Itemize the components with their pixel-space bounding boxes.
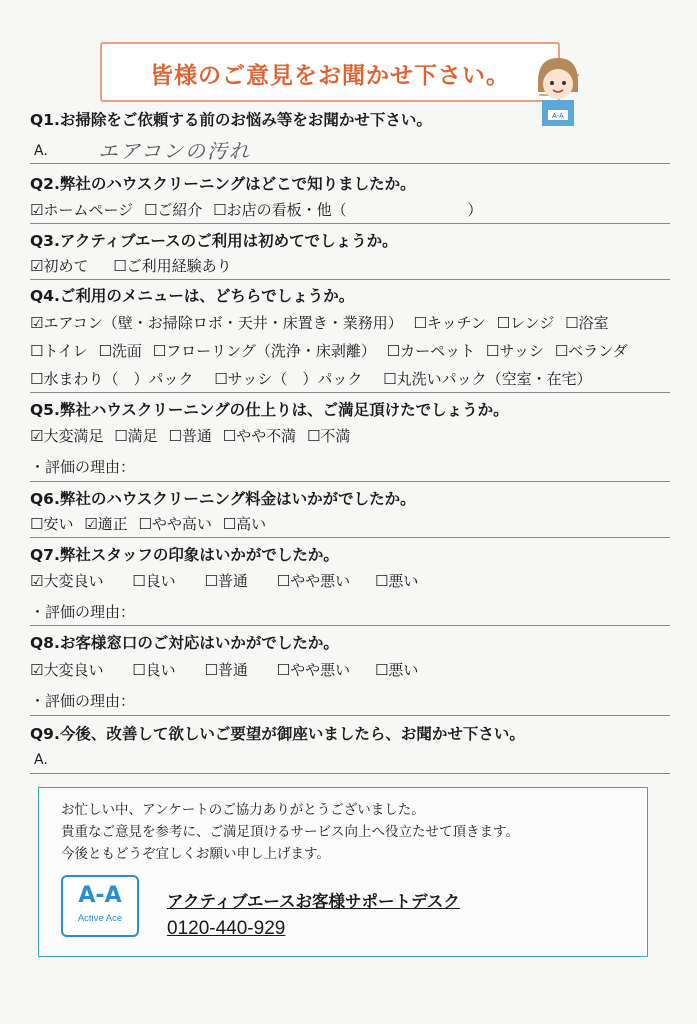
q7-reason-label: ・評価の理由： [30,603,136,621]
q1-question: Q1.お掃除をご依頼する前のお悩み等をお聞かせ下さい。 [30,111,432,129]
page-title: 皆様のご意見をお聞かせ下さい。 [150,63,510,89]
q2-close-paren: ） [467,201,483,219]
q6-options [30,513,272,534]
q4-option[interactable]: ☑エアコン（壁・お掃除ロボ・天井・床置き・業務用） [30,314,403,332]
q4-option[interactable]: ☐キッチン [413,314,486,332]
q4-options-line3 [30,368,598,389]
q7-question: Q7.弊社スタッフの印象はいかがでしたか。 [30,546,339,564]
q8-option[interactable]: ☐やや悪い [276,661,351,679]
q4-question: Q4.ご利用のメニューは、どちらでしょうか。 [30,287,355,305]
q7-option[interactable]: ☐やや悪い [276,572,351,590]
q7-option[interactable]: ☑大変良い [30,572,104,590]
q8-option[interactable]: ☐悪い [374,661,419,679]
thanks-line-1: お忙しい中、アンケートのご協力ありがとうございました。 [61,802,425,818]
mascot-icon [530,52,584,128]
q3-option[interactable]: ☑初めて [30,257,89,275]
thanks-line-3: 今後ともどうぞ宜しくお願い申し上げます。 [61,846,330,862]
q4-option[interactable]: ☐サッシ（ ）パック [214,370,363,388]
q2-options [30,199,488,220]
q8-question: Q8.お客様窓口のご対応はいかがでしたか。 [30,634,339,652]
mascot-badge: A-A [552,113,564,120]
title-banner [100,42,560,102]
q5-reason-label: ・評価の理由： [30,458,136,476]
thank-you-box [38,787,648,957]
q4-options-line2 [30,340,634,361]
active-ace-logo [61,875,139,937]
q6-question: Q6.弊社のハウスクリーニング料金はいかがでしたか。 [30,490,416,508]
q2-option[interactable]: ☐ご紹介 [143,201,203,219]
q5-options [30,425,356,446]
q8-option[interactable]: ☑大変良い [30,661,104,679]
q5-question: Q5.弊社ハウスクリーニングの仕上りは、ご満足頂けたでしょうか。 [30,401,509,419]
q2-question: Q2.弊社のハウスクリーニングはどこで知りましたか。 [30,175,416,193]
q8-options [30,659,424,680]
divider [30,715,670,716]
divider [30,481,670,482]
q6-option[interactable]: ☐安い [30,515,74,533]
q3-options [30,255,238,276]
q5-option[interactable]: ☐やや不満 [222,427,297,445]
q4-options-line1 [30,312,615,333]
q5-option[interactable]: ☐満足 [114,427,158,445]
q5-option[interactable]: ☑大変満足 [30,427,104,445]
q3-question: Q3.アクティブエースのご利用は初めてでしょうか。 [30,232,398,250]
q8-option[interactable]: ☐良い [132,661,176,679]
q4-option[interactable]: ☐洗面 [98,342,142,360]
q6-option[interactable]: ☐高い [222,515,267,533]
q4-option[interactable]: ☐ベランダ [554,342,628,360]
q2-option[interactable]: ☐お店の看板・他（ [213,201,347,219]
q4-option[interactable]: ☐丸洗いパック（空室・在宅） [383,370,592,388]
q6-option[interactable]: ☑適正 [84,515,128,533]
logo-mark: A-A [78,883,122,908]
divider [30,279,670,280]
q8-reason-label: ・評価の理由： [30,692,136,710]
q1-answer-label: A. [34,143,48,159]
divider [30,163,670,164]
divider [30,223,670,224]
q4-option[interactable]: ☐トイレ [30,342,88,360]
q4-option[interactable]: ☐レンジ [496,314,555,332]
thanks-line-2: 貴重なご意見を参考に、ご満足頂けるサービス向上へ役立たせて頂きます。 [61,824,519,840]
q9-question: Q9.今後、改善して欲しいご要望が御座いましたら、お聞かせ下さい。 [30,725,525,743]
q4-option[interactable]: ☐浴室 [565,314,609,332]
divider [30,773,670,774]
q5-option[interactable]: ☐普通 [168,427,212,445]
q1-handwritten-answer: エアコンの汚れ [98,139,251,163]
logo-text: Active Ace [77,913,123,924]
divider [30,625,670,626]
q7-option[interactable]: ☐悪い [374,572,419,590]
q2-option[interactable]: ☑ホームページ [30,201,134,219]
q4-option[interactable]: ☐サッシ [485,342,545,360]
divider [30,537,670,538]
support-desk-name: アクティブエースお客様サポートデスク [167,892,460,911]
q8-option[interactable]: ☐普通 [204,661,248,679]
support-phone[interactable]: 0120-440-929 [167,918,286,939]
divider [30,392,670,393]
q4-option[interactable]: ☐フローリング（洗浄・床剥離） [152,342,376,360]
q5-option[interactable]: ☐不満 [306,427,351,445]
q7-option[interactable]: ☐良い [132,572,176,590]
q9-answer-label: A. [34,752,48,768]
q7-option[interactable]: ☐普通 [204,572,248,590]
q6-option[interactable]: ☐やや高い [138,515,212,533]
q4-option[interactable]: ☐カーペット [386,342,476,360]
q3-option[interactable]: ☐ご利用経験あり [113,257,232,275]
q4-option[interactable]: ☐水まわり（ ）パック [30,370,194,388]
q7-options [30,570,424,591]
